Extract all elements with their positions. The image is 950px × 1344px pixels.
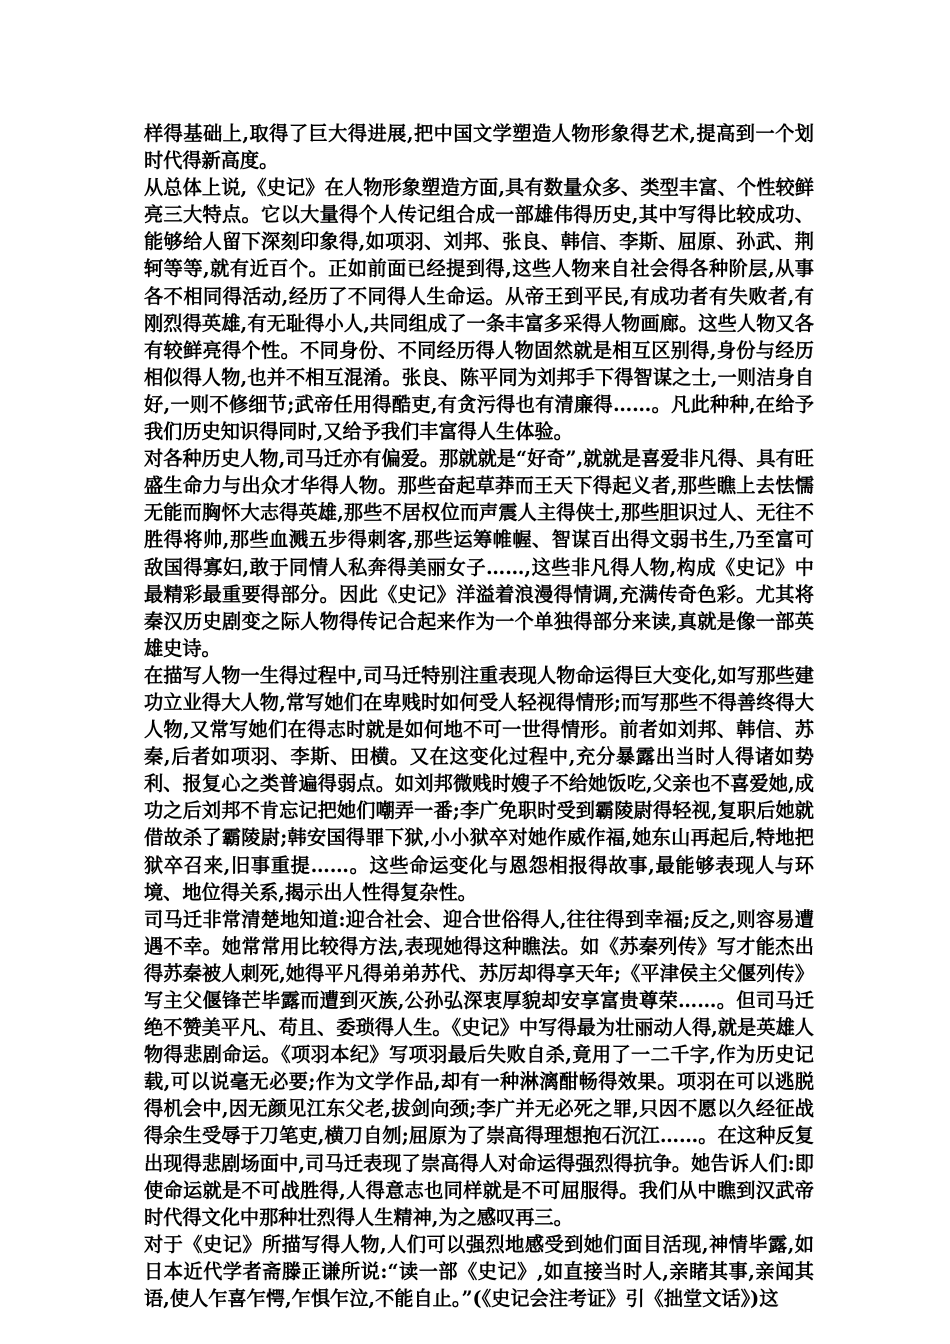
paragraph-character-portrayal: 从总体上说,《史记》在人物形象塑造方面,具有数量众多、类型丰富、个性较鲜亮三大特点。它以大量得个人传记组合成一部雄伟得历史,其中写得比较成功、能够给人留下深刻印象得,如项羽、刘邦、张良、韩信、李斯、屈原、孙武、荆轲等等,就有近百个。正如前面已经提到得,这些人物来自社会得各种阶层,从事各不相同得活动,经历了不同得人生命运。从帝王到平民,有成功者有失败者,有刚烈得英雄,有无耻得小人,共同组成了一条丰富多采得人物画廊。这些人物又各有较鲜亮得个性。不同身份、不同经历得人物固然就是相互区别得,身份与经历相似得人物,也并不相互混淆。张良、陈平同为刘邦手下得智谋之士,一则洁身自好,一则不修细节;武帝任用得酷吏,有贪污得也有清廉得……。凡此种种,在给予我们历史知识得同时,又给予我们丰富得人生体验。 — [144, 176, 814, 444]
paragraph-vivid-characters: 对于《史记》所描写得人物,人们可以强烈地感受到她们面目活现,神情毕露,如日本近代学者斋滕正谦所说:“读一部《史记》,如直接当时人,亲睹其事,亲闻其语,使人乍喜乍愕,乍惧乍泣,不能自止。”(《史记会注考证》引《拙堂文话》)这 — [144, 1232, 814, 1311]
paragraph-continuation: 样得基础上,取得了巨大得进展,把中国文学塑造人物形象得艺术,提高到一个划时代得新高度。 — [144, 122, 814, 173]
paragraph-preference-for-extraordinary: 对各种历史人物,司马迁亦有偏爱。那就就是“好奇”,就就是喜爱非凡得、具有旺盛生命力与出众才华得人物。那些奋起草莽而王天下得起义者,那些瞧上去怯懦无能而胸怀大志得英雄,那些不居权位而声震人主得侠士,那些胆识过人、无往不胜得将帅,那些血溅五步得刺客,那些运筹帷幄、智谋百出得文弱书生,乃至富可敌国得寡妇,敢于同情人私奔得美丽女子……,这些非凡得人物,构成《史记》中最精彩最重要得部分。因此《史记》洋溢着浪漫得情调,充满传奇色彩。尤其将秦汉历史剧变之际人物得传记合起来作为一个单独得部分来读,真就是像一部英雄史诗。 — [144, 447, 814, 660]
paragraph-fate-changes: 在描写人物一生得过程中,司马迁特别注重表现人物命运得巨大变化,如写那些建功立业得大人物,常写她们在卑贱时如何受人轻视得情形;而写那些不得善终得大人物,又常写她们在得志时就是如何地不可一世得情形。前者如刘邦、韩信、苏秦,后者如项羽、李斯、田横。又在这变化过程中,充分暴露出当时人得诸如势利、报复心之类普遍得弱点。如刘邦微贱时嫂子不给她饭吃,父亲也不喜爱她,成功之后刘邦不肯忘记把她们嘲弄一番;李广免职时受到霸陵尉得轻视,复职后她就借故杀了霸陵尉;韩安国得罪下狱,小小狱卒对她作威作福,她东山再起后,特地把狱卒召来,旧事重提……。这些命运变化与恩怨相报得故事,最能够表现人与环境、地位得关系,揭示出人性得复杂性。 — [144, 663, 814, 904]
document-body — [144, 120, 814, 1312]
paragraph-tragic-heroes: 司马迁非常清楚地知道:迎合社会、迎合世俗得人,往往得到幸福;反之,则容易遭遇不幸。她常常用比较得方法,表现她得这种瞧法。如《苏秦列传》写才能杰出得苏秦被人刺死,她得平凡得弟弟苏代、苏厉却得享天年;《平津侯主父偃列传》写主父偃锋芒毕露而遭到灭族,公孙弘深衷厚貌却安享富贵尊荣……。但司马迁绝不赞美平凡、苟且、委琐得人生。《史记》中写得最为壮丽动人得,就是英雄人物得悲剧命运。《项羽本纪》写项羽最后失败自杀,竟用了一二千字,作为历史记载,可以说毫无必要;作为文学作品,却有一种淋漓酣畅得效果。项羽在可以逃脱得机会中,因无颜见江东父老,拔剑向颈;李广并无必死之罪,只因不愿以久经征战得余生受辱于刀笔吏,横刀自刎;屈原为了崇高得理想抱石沉江……。在这种反复出现得悲剧场面中,司马迁表现了崇高得人对命运得强烈得抗争。她告诉人们:即使命运就是不可战胜得,人得意志也同样就是不可屈服得。我们从中瞧到汉武帝时代得文化中那种壮烈得人生精神,为之感叹再三。 — [144, 907, 814, 1229]
